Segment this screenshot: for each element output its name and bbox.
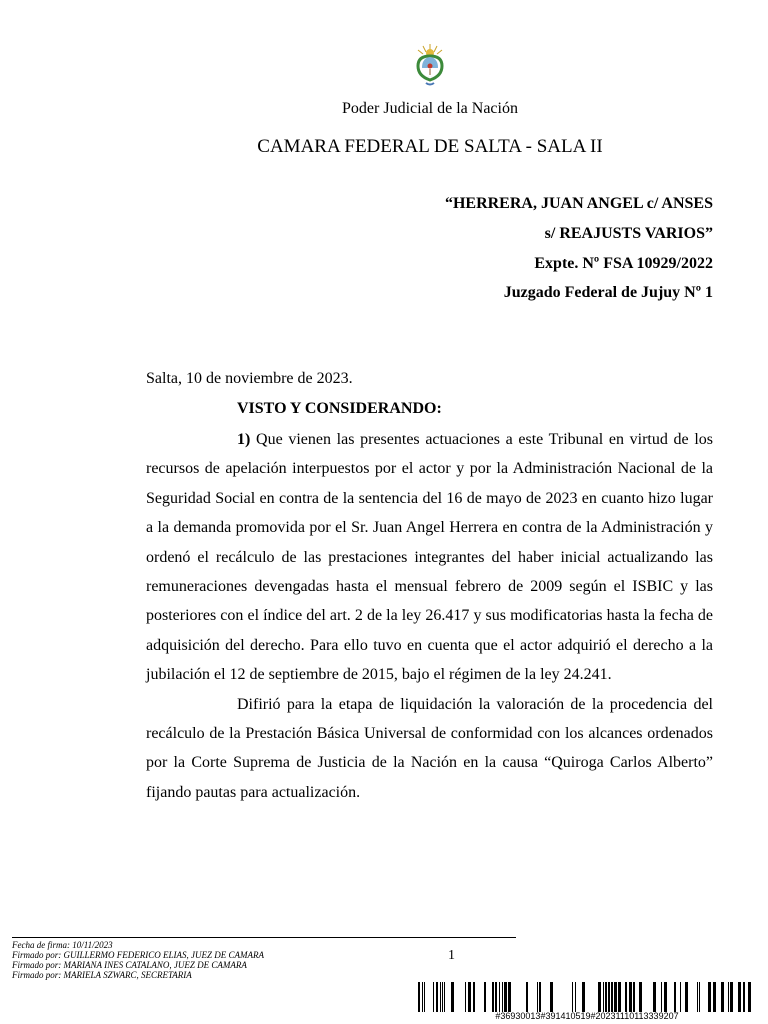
signature-block	[12, 940, 264, 980]
case-file-number: Expte. Nº FSA 10929/2022	[534, 255, 713, 272]
lower-court: Juzgado Federal de Jujuy Nº 1	[503, 284, 713, 301]
case-subject: s/ REAJUSTS VARIOS”	[544, 225, 713, 242]
paragraph-1	[146, 425, 713, 690]
signature-date: Fecha de firma: 10/11/2023	[12, 940, 113, 950]
document-body	[146, 425, 713, 807]
signer-3: Firmado por: MARIELA SZWARC, SECRETARIA	[12, 970, 192, 980]
footer-divider	[12, 937, 516, 938]
argentina-coat-of-arms-icon	[412, 42, 448, 88]
signer-2: Firmado por: MARIANA INES CATALANO, JUEZ DE CAMARA	[12, 960, 247, 970]
case-title: “HERRERA, JUAN ANGEL c/ ANSES	[444, 195, 713, 212]
institution-name: Poder Judicial de la Nación	[342, 100, 518, 117]
page-number: 1	[448, 948, 455, 963]
barcode-icon	[418, 982, 756, 1012]
section-heading: VISTO Y CONSIDERANDO:	[237, 400, 442, 417]
signer-1: Firmado por: GUILLERMO FEDERICO ELIAS, JUEZ DE CAMARA	[12, 950, 264, 960]
barcode-number: #36930013#391410519#20231110113339207	[495, 1011, 679, 1021]
court-name: CAMARA FEDERAL DE SALTA - SALA II	[257, 136, 603, 157]
paragraph-2: Difirió para la etapa de liquidación la valoración de la procedencia del recálculo de la Prestación Básica Universal de conformidad con los alcances ordenados por la Corte Suprema de Justicia de la Nación en la causa “Quiroga Carlos Alberto” fijando pautas para actualización.	[146, 695, 713, 801]
paragraph-1-number: 1)	[237, 431, 251, 448]
paragraph-1-text: Que vienen las presentes actuaciones a este Tribunal en virtud de los recursos de apelación interpuestos por el actor y por la Administración Nacional de la Seguridad Social en contra de la sentencia del 16 de mayo de 2023 en cuanto hizo lugar a la demanda promovida por el Sr. Juan Angel Herrera en contra de la Administración y ordenó el recálculo de las prestaciones integrantes del haber inicial actualizando las remuneraciones devengadas hasta el mensual febrero de 2009 según el ISBIC y las posteriores con el índice del art. 2 de la ley 26.417 y sus modificatorias hasta la fecha de adquisición del derecho. Para ello tuvo en cuenta que el actor adquirió el derecho a la jubilación el 12 de septiembre de 2015, bajo el régimen de la ley 24.241.	[146, 431, 714, 684]
document-date: Salta, 10 de noviembre de 2023.	[146, 370, 353, 387]
